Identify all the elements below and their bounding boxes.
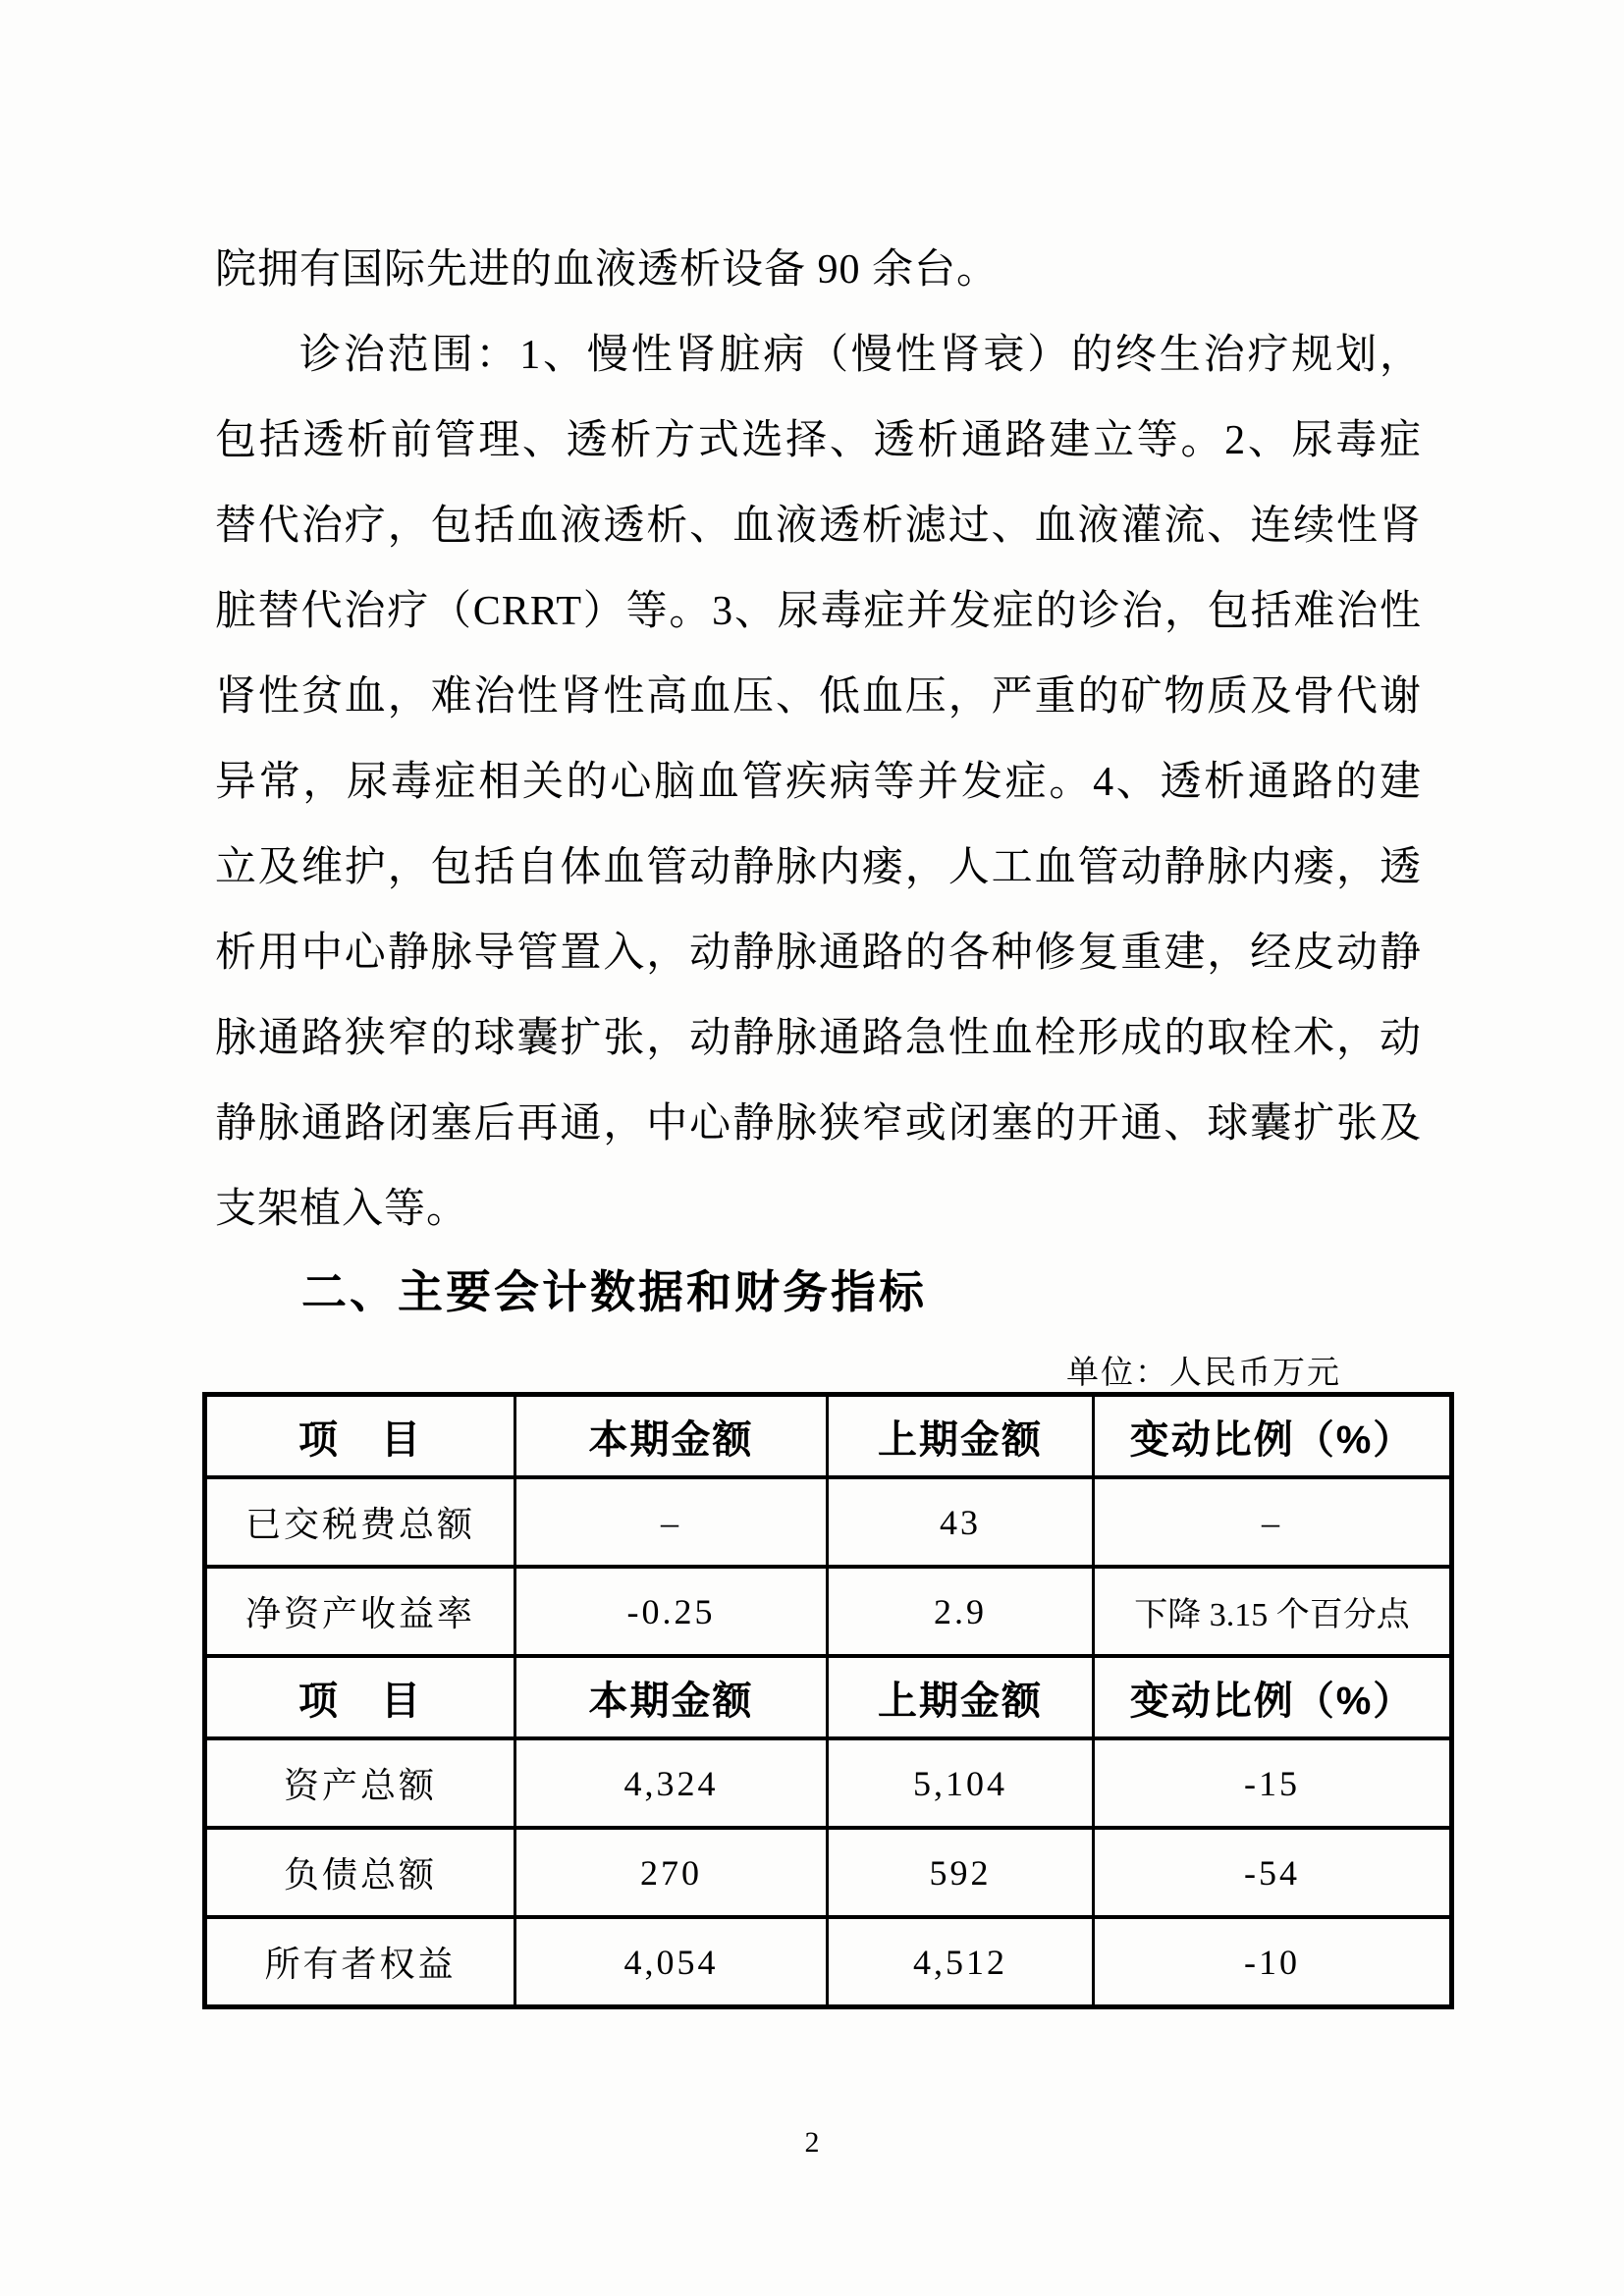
body-line: 异常，尿毒症相关的心脑血管疾病等并发症。4、透析通路的建 — [215, 760, 1422, 805]
body-paragraphs — [215, 228, 1422, 1253]
body-line: 包括透析前管理、透析方式选择、透析通路建立等。2、尿毒症 — [215, 418, 1422, 463]
header-cell-current: 本期金额 — [515, 1656, 828, 1738]
header-cell-change: 变动比例（%） — [1094, 1395, 1452, 1478]
cell-value: 下降 3.15 个百分点 — [1094, 1567, 1452, 1656]
body-line: 诊治范围：1、慢性肾脏病（慢性肾衰）的终生治疗规划， — [299, 333, 1422, 378]
table-row — [205, 1738, 1452, 1828]
cell-item: 负债总额 — [205, 1828, 515, 1917]
body-line: 支架植入等。 — [215, 1187, 469, 1232]
body-line: 替代治疗，包括血液透析、血液透析滤过、血液灌流、连续性肾 — [215, 504, 1422, 549]
cell-value: -54 — [1094, 1828, 1452, 1917]
cell-value: -15 — [1094, 1738, 1452, 1828]
cell-value: -0.25 — [515, 1567, 828, 1656]
cell-value: 4,054 — [515, 1917, 828, 2007]
table-row — [205, 1567, 1452, 1656]
header-cell-prior: 上期金额 — [828, 1656, 1094, 1738]
header-cell-change: 变动比例（%） — [1094, 1656, 1452, 1738]
cell-value: – — [1094, 1477, 1452, 1567]
body-line: 析用中心静脉导管置入，动静脉通路的各种修复重建，经皮动静 — [215, 931, 1422, 976]
cell-item: 所有者权益 — [205, 1917, 515, 2007]
header-cell-current: 本期金额 — [515, 1395, 828, 1478]
cell-value: 592 — [828, 1828, 1094, 1917]
body-line: 院拥有国际先进的血液透析设备 90 余台。 — [215, 247, 1000, 293]
body-line: 脉通路狭窄的球囊扩张，动静脉通路急性血栓形成的取栓术，动 — [215, 1016, 1422, 1061]
table-row — [205, 1477, 1452, 1567]
financial-indicators-table — [202, 1392, 1454, 2009]
table-unit-note: 单位：人民币万元 — [1066, 1356, 1341, 1391]
cell-value: -10 — [1094, 1917, 1452, 2007]
body-line: 肾性贫血，难治性肾性高血压、低血压，严重的矿物质及骨代谢 — [215, 674, 1422, 720]
cell-value: 270 — [515, 1828, 828, 1917]
cell-item: 已交税费总额 — [205, 1477, 515, 1567]
table-row — [205, 1917, 1452, 2007]
cell-value: 2.9 — [828, 1567, 1094, 1656]
cell-value: 4,512 — [828, 1917, 1094, 2007]
cell-value: – — [515, 1477, 828, 1567]
body-line: 立及维护，包括自体血管动静脉内瘘，人工血管动静脉内瘘，透 — [215, 845, 1422, 890]
cell-value: 43 — [828, 1477, 1094, 1567]
page-number: 2 — [804, 2126, 820, 2159]
body-line: 脏替代治疗（CRRT）等。3、尿毒症并发症的诊治，包括难治性 — [215, 589, 1422, 634]
table-row — [205, 1828, 1452, 1917]
header-cell-item: 项 目 — [205, 1395, 515, 1478]
table-header-row — [205, 1656, 1452, 1738]
table-header-row — [205, 1395, 1452, 1478]
cell-item: 净资产收益率 — [205, 1567, 515, 1656]
header-cell-item: 项 目 — [205, 1656, 515, 1738]
body-line: 静脉通路闭塞后再通，中心静脉狭窄或闭塞的开通、球囊扩张及 — [215, 1101, 1422, 1147]
cell-value: 4,324 — [515, 1738, 828, 1828]
section-heading: 二、主要会计数据和财务指标 — [301, 1266, 927, 1317]
cell-value: 5,104 — [828, 1738, 1094, 1828]
cell-item: 资产总额 — [205, 1738, 515, 1828]
header-cell-prior: 上期金额 — [828, 1395, 1094, 1478]
